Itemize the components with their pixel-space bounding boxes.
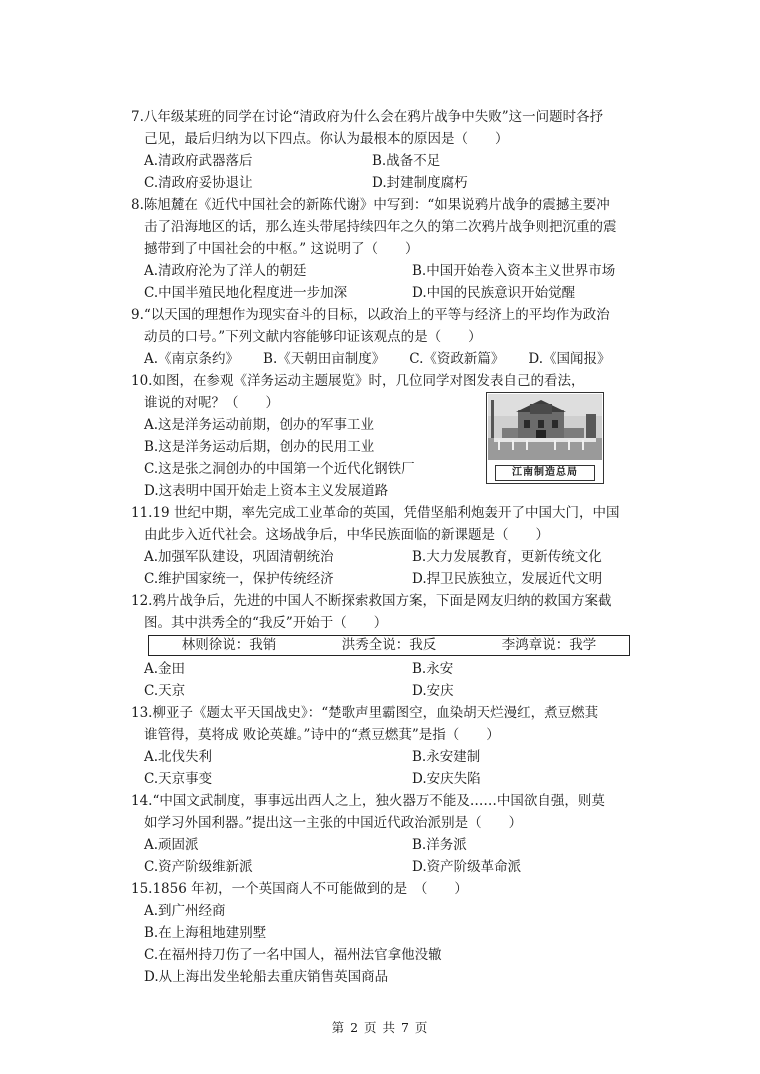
option-row: [131, 260, 686, 282]
question-11: [131, 502, 686, 590]
option-row: [131, 348, 686, 370]
quote-li: 李鸿章说：我学: [501, 637, 597, 653]
option-row: [131, 768, 686, 790]
question-list: [131, 106, 686, 988]
option-c[interactable]: C.在福州持刀伤了一名中国人，福州法官拿他没辙: [144, 947, 442, 963]
option-d[interactable]: D.安庆: [412, 683, 454, 699]
option-d[interactable]: D.这表明中国开始走上资本主义发展道路: [144, 483, 389, 499]
question-13: [131, 702, 686, 790]
option-a[interactable]: A.到广州经商: [144, 903, 226, 919]
question-text: 由此步入近代社会。这场战争后，中华民族面临的新课题是（ ）: [144, 527, 549, 543]
quote-hong: 洪秀全说：我反: [341, 637, 437, 653]
option-a[interactable]: A.清政府沦为了洋人的朝廷: [144, 263, 307, 279]
option-a[interactable]: A.北伐失利: [144, 749, 213, 765]
question-8: [131, 194, 686, 304]
option-a[interactable]: A.顽固派: [144, 837, 199, 853]
option-row: [131, 546, 686, 568]
factory-photo: [486, 392, 604, 484]
option-c[interactable]: C.这是张之洞创办的中国第一个近代化钢铁厂: [144, 461, 415, 477]
option-b[interactable]: B.这是洋务运动后期，创办的民用工业: [144, 439, 375, 455]
option-b[interactable]: B.在上海租地建别墅: [144, 925, 267, 941]
option-row: [131, 834, 686, 856]
option-row: [131, 746, 686, 768]
option-c[interactable]: C.维护国家统一，保护传统经济: [144, 571, 334, 587]
question-text: 谁说的对呢？（ ）: [144, 395, 279, 411]
question-text: 击了沿海地区的话，那么连头带尾持续四年之久的第二次鸦片战争则把沉重的震: [144, 219, 617, 235]
question-12: [131, 590, 686, 702]
question-14: [131, 790, 686, 878]
option-a[interactable]: A.金田: [144, 661, 186, 677]
option-row: [131, 150, 686, 172]
option-row: [131, 172, 686, 194]
option-a[interactable]: A.清政府武器落后: [144, 153, 253, 169]
option-c[interactable]: C.《资政新篇》: [409, 351, 505, 367]
option-d[interactable]: D.从上海出发坐轮船去重庆销售英国商品: [144, 969, 389, 985]
question-10: [131, 370, 686, 502]
option-a[interactable]: A.加强军队建设，巩固清朝统治: [144, 549, 334, 565]
option-d[interactable]: D.封建制度腐朽: [372, 175, 468, 191]
option-d[interactable]: D.《国闻报》: [528, 351, 611, 367]
option-c[interactable]: C.天京事变: [144, 771, 213, 787]
option-d[interactable]: D.中国的民族意识开始觉醒: [412, 285, 576, 301]
question-text: 11.19 世纪中期，率先完成工业革命的英国，凭借坚船利炮轰开了中国大门，中国: [131, 505, 620, 521]
option-c[interactable]: C.天京: [144, 683, 186, 699]
question-text: 图。其中洪秀全的“我反”开始于（ ）: [144, 615, 388, 631]
question-text: 8.陈旭麓在《近代中国社会的新陈代谢》中写到：“如果说鸦片战争的震撼主要冲: [131, 197, 610, 213]
question-text: 如学习外国利器。”提出这一主张的中国近代政治派别是（ ）: [144, 815, 523, 831]
option-d[interactable]: D.资产阶级革命派: [412, 859, 522, 875]
option-c[interactable]: C.清政府妥协退让: [144, 175, 253, 191]
question-text: 撼带到了中国社会的中枢。” 这说明了（ ）: [144, 241, 419, 257]
question-text: 己见，最后归纳为以下四点。你认为最根本的原因是（ ）: [144, 131, 509, 147]
quote-lin: 林则徐说：我销: [181, 637, 277, 653]
option-b[interactable]: B.洋务派: [412, 837, 467, 853]
quote-box: [148, 635, 630, 656]
question-text: 动员的口号。”下列文献内容能够印证该观点的是（ ）: [144, 329, 482, 345]
option-b[interactable]: B.永安建制: [412, 749, 481, 765]
option-row: [131, 680, 686, 702]
question-7: [131, 106, 686, 194]
question-text: 10.如图，在参观《洋务运动主题展览》时，几位同学对图发表自己的看法，: [131, 373, 585, 389]
question-9: [131, 304, 686, 370]
option-row: [131, 282, 686, 304]
question-text: 15.1856 年初，一个英国商人不可能做到的是 （ ）: [131, 881, 468, 897]
question-text: 7.八年级某班的同学在讨论“清政府为什么会在鸦片战争中失败”这一问题时各抒: [131, 109, 604, 125]
option-b[interactable]: B.《天朝田亩制度》: [263, 351, 386, 367]
page-footer: 第 2 页 共 7 页: [331, 1020, 429, 1035]
question-text: 14.“中国文武制度，事事远出西人之上，独火器万不能及……中国欲自强，则莫: [131, 793, 605, 809]
question-text: 13.柳亚子《题太平天国战史》：“楚歌声里霸图空，血染胡天烂漫红，煮豆燃萁: [131, 705, 599, 721]
option-a[interactable]: A.《南京条约》: [144, 351, 240, 367]
option-b[interactable]: B.大力发展教育，更新传统文化: [412, 549, 602, 565]
option-d[interactable]: D.安庆失陷: [412, 771, 481, 787]
option-row: [131, 658, 686, 680]
option-b[interactable]: B.战备不足: [372, 153, 441, 169]
option-row: [131, 856, 686, 878]
option-c[interactable]: C.资产阶级维新派: [144, 859, 253, 875]
option-c[interactable]: C.中国半殖民地化程度进一步加深: [144, 285, 348, 301]
option-row: [131, 568, 686, 590]
question-text: 12.鸦片战争后，先进的中国人不断探索救国方案，下面是网友归纳的救国方案截: [131, 593, 612, 609]
photo-caption: 江南制造总局: [495, 465, 595, 481]
option-b[interactable]: B.永安: [412, 661, 454, 677]
option-a[interactable]: A.这是洋务运动前期，创办的军事工业: [144, 417, 375, 433]
option-b[interactable]: B.中国开始卷入资本主义世界市场: [412, 263, 616, 279]
question-text: 9.“以天国的理想作为现实奋斗的目标，以政治上的平等与经济上的平均作为政治: [131, 307, 610, 323]
question-text: 谁管得，莫将成 败论英雄。”诗中的“煮豆燃萁”是指（ ）: [144, 727, 500, 743]
option-d[interactable]: D.捍卫民族独立，发展近代文明: [412, 571, 603, 587]
building-photo-icon: [488, 394, 602, 460]
question-15: [131, 878, 686, 988]
